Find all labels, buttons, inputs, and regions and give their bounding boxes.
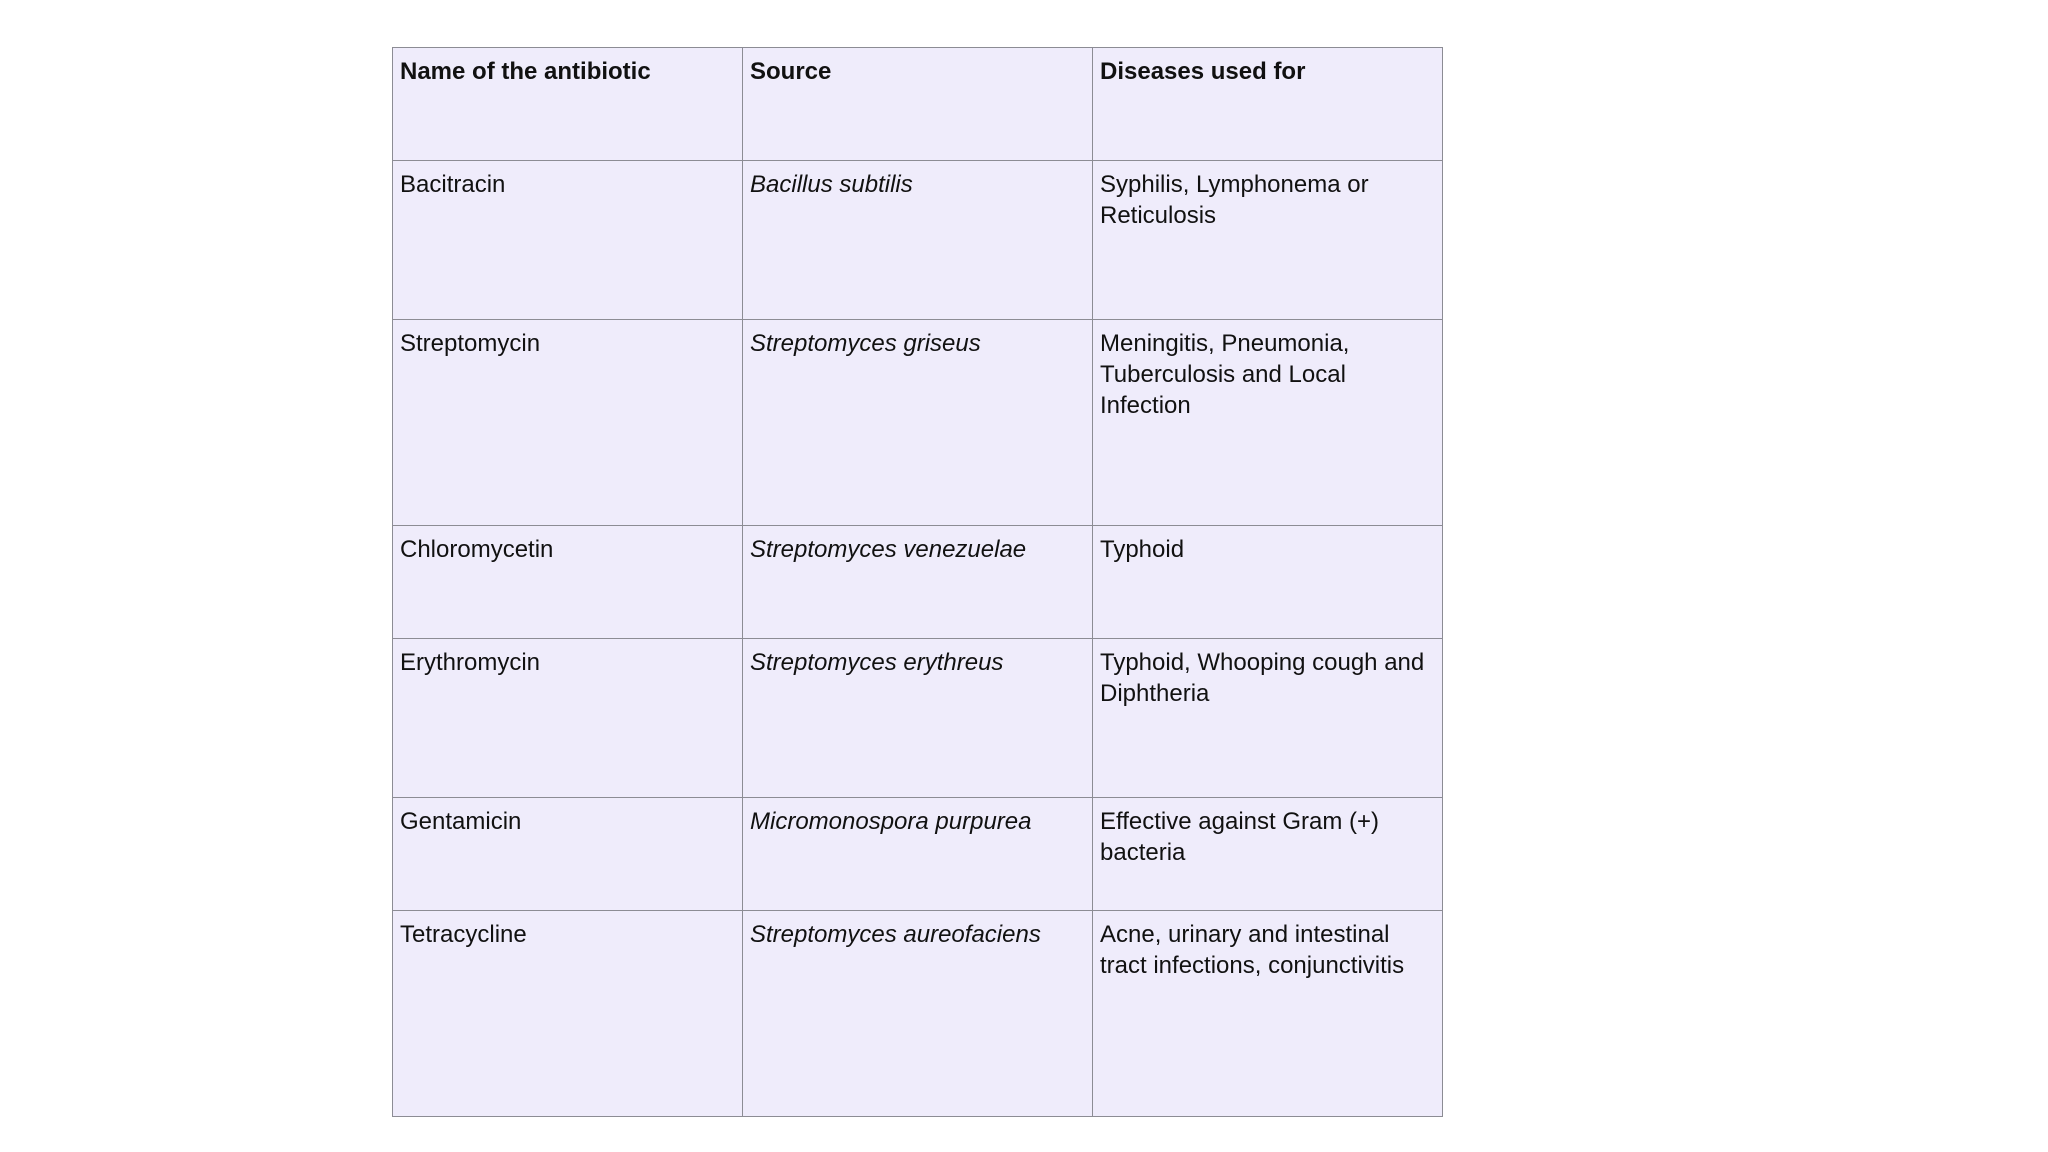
cell-diseases: Typhoid [1093,526,1443,639]
cell-source: Micromonospora purpurea [743,798,1093,911]
cell-name: Bacitracin [393,161,743,320]
cell-source: Bacillus subtilis [743,161,1093,320]
cell-source: Streptomyces erythreus [743,639,1093,798]
cell-name: Streptomycin [393,320,743,526]
cell-diseases: Effective against Gram (+) bacteria [1093,798,1443,911]
cell-name: Tetracycline [393,911,743,1117]
table-row [393,798,1443,911]
table-row [393,161,1443,320]
cell-name: Chloromycetin [393,526,743,639]
table-row [393,320,1443,526]
header-diseases: Diseases used for [1093,48,1443,161]
antibiotic-table [392,47,1443,1117]
cell-diseases: Meningitis, Pneumonia, Tuberculosis and Local Infection [1093,320,1443,526]
header-name: Name of the antibiotic [393,48,743,161]
cell-diseases: Acne, urinary and intestinal tract infections, conjunctivitis [1093,911,1443,1117]
header-source: Source [743,48,1093,161]
table-row [393,911,1443,1117]
cell-name: Erythromycin [393,639,743,798]
table-header-row [393,48,1443,161]
cell-source: Streptomyces aureofaciens [743,911,1093,1117]
cell-source: Streptomyces venezuelae [743,526,1093,639]
cell-diseases: Typhoid, Whooping cough and Diphtheria [1093,639,1443,798]
cell-source: Streptomyces griseus [743,320,1093,526]
cell-diseases: Syphilis, Lymphonema or Reticulosis [1093,161,1443,320]
table-row [393,639,1443,798]
table-row [393,526,1443,639]
cell-name: Gentamicin [393,798,743,911]
